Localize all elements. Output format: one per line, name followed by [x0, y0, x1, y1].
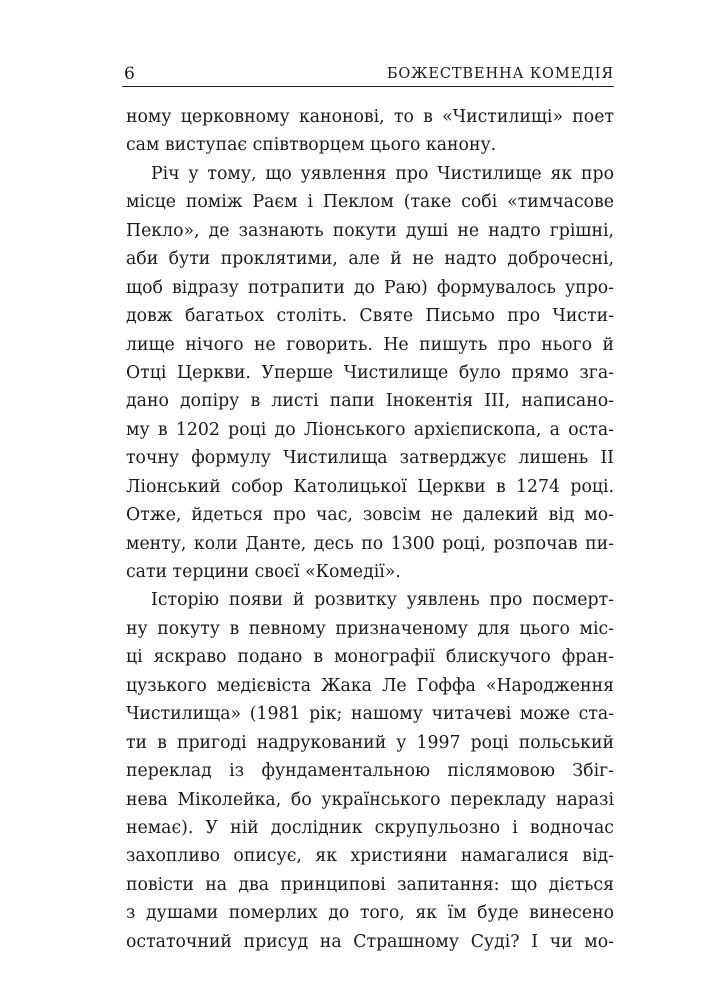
text-line: нева Міколейка, бо українського перекладу наразі — [126, 789, 614, 810]
text-line: Історію появи й розвитку уявлень про посмерт- — [151, 590, 614, 611]
text-line: менту, коли Данте, десь по 1300 році, розпочав пи- — [126, 533, 614, 554]
text-line: лище нічого не говорить. Не пишуть про нього й — [126, 334, 614, 355]
text-line: ці яскраво подано в монографії блискучого фран- — [126, 647, 614, 668]
page-header — [122, 62, 614, 87]
text-line: з душами померлих до того, як їм буде винесено — [126, 903, 614, 924]
text-line: дано допіру в листі папи Інокентія III, написано- — [126, 391, 614, 412]
text-line: Пекло», де зазнають покути душі не надто грішні, — [126, 220, 614, 241]
text-line: ному церковному канонові, то в «Чистилищі» поет — [126, 107, 614, 127]
text-line: цузького медієвіста Жака Ле Гоффа «Народження — [126, 675, 614, 696]
text-line: сам виступає співтворцем цього канону. — [126, 135, 497, 156]
text-line: щоб відразу потрапити до Раю) формувалось упро- — [126, 277, 614, 298]
text-line: повісти на два принципові запитання: що діється — [126, 874, 614, 895]
text-line: місце поміж Раєм і Пеклом (таке собі «тимчасове — [126, 192, 614, 213]
text-line: Річ у тому, що уявлення про Чистилище як про — [151, 163, 614, 184]
text-line: Чистилища» (1981 рік; нашому читачеві може ста- — [126, 704, 614, 725]
text-line: остаточний присуд на Страшному Суді? І чи мо- — [126, 931, 614, 952]
text-line: Отже, йдеться про час, зовсім не далекий від мо- — [126, 505, 614, 526]
page-number: 6 — [124, 64, 135, 84]
text-line: довж багатьох століть. Святе Письмо про Чисти- — [126, 306, 614, 327]
text-line: точну формулу Чистилища затверджує лишень II — [126, 448, 614, 469]
body-text — [126, 103, 614, 956]
text-line: ти в пригоді надрукований у 1997 році польський — [126, 732, 614, 753]
text-line: захопливо описує, як християни намагалися від- — [126, 846, 614, 867]
text-line: ну покуту в певному призначеному для цього міс- — [126, 618, 614, 639]
text-line: Отці Церкви. Уперше Чистилище було прямо зга- — [126, 362, 614, 383]
text-line: немає). У ній дослідник скрупульозно і водночас — [126, 817, 614, 838]
text-line: аби бути проклятими, але й не надто доброчесні, — [126, 249, 614, 270]
text-line: му в 1202 році до Ліонського архієпископа, а оста- — [126, 419, 614, 440]
text-line: Ліонський собор Католицької Церкви в 1274 році. — [126, 476, 614, 497]
text-line: сати терцини своєї «Комедії». — [126, 562, 401, 582]
running-title: БОЖЕСТВЕННА КОМЕДІЯ — [386, 66, 614, 82]
text-line: переклад із фундаментальною післямовою Збіг- — [126, 761, 614, 782]
